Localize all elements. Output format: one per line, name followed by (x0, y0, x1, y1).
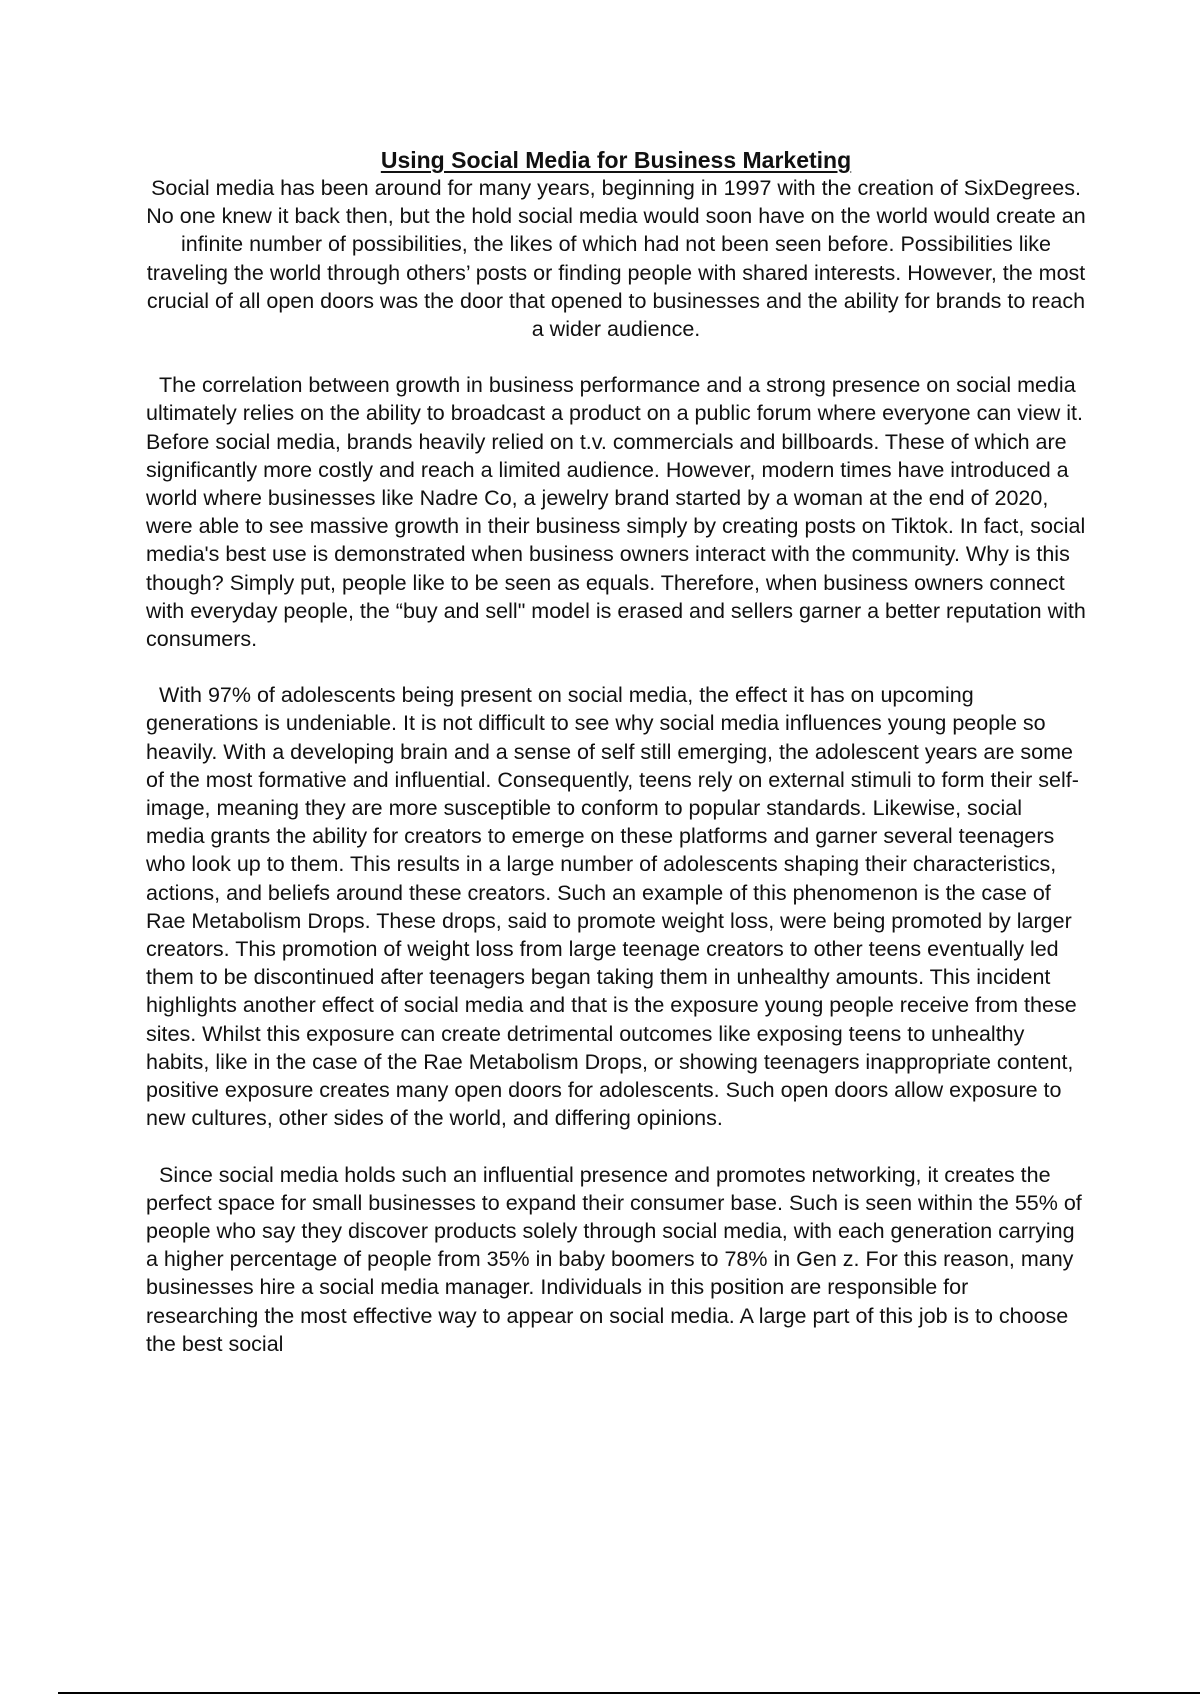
intro-paragraph: Social media has been around for many years, beginning in 1997 with the creation of SixDegrees. No one knew it back then, but the hold social media would soon have on the world would create an infinite number of possibilities, the likes of which had not been seen before. Possibilities like traveling the world through others’ posts or finding people with shared interests. However, the most crucial of all open doors was the door that opened to businesses and the ability for brands to reach a wider audience. (146, 176, 1086, 342)
paragraph-adolescents: With 97% of adolescents being present on social media, the effect it has on upcoming generations is undeniable. It is not difficult to see why social media influences young people so heavily. With a developing brain and a sense of self still emerging, the adolescent years are some of the most formative and influential. Consequently, teens rely on external stimuli to form their self-image, meaning they are more susceptible to conform to popular standards. Likewise, social media grants the ability for creators to emerge on these platforms and garner several teenagers who look up to them. This results in a large number of adolescents shaping their characteristics, actions, and beliefs around these creators. Such an example of this phenomenon is the case of Rae Metabolism Drops. These drops, said to promote weight loss, were being promoted by larger creators. This promotion of weight loss from large teenage creators to other teens eventually led them to be discontinued after teenagers began taking them in unhealthy amounts. This incident highlights another effect of social media and that is the exposure young people receive from these sites. Whilst this exposure can create detrimental outcomes like exposing teens to unhealthy habits, like in the case of the Rae Metabolism Drops, or showing teenagers inappropriate content, positive exposure creates many open doors for adolescents. Such open doors allow exposure to new cultures, other sides of the world, and differing opinions. (146, 683, 1079, 1131)
document-body (146, 146, 1086, 1358)
document-title: Using Social Media for Business Marketing (380, 147, 852, 173)
bottom-divider (58, 1692, 1200, 1694)
paragraph-small-businesses: Since social media holds such an influential presence and promotes networking, it creates the perfect space for small businesses to expand their consumer base. Such is seen within the 55% of people who say they discover products solely through social media, with each generation carrying a higher percentage of people from 35% in baby boomers to 78% in Gen z. For this reason, many businesses hire a social media manager. Individuals in this position are responsible for researching the most effective way to appear on social media. A large part of this job is to choose the best social (146, 1162, 1082, 1356)
paragraph-business-growth: The correlation between growth in business performance and a strong presence on social media ultimately relies on the ability to broadcast a product on a public forum where everyone can view it. Before social media, brands heavily relied on t.v. commercials and billboards. These of which are significantly more costly and reach a limited audience. However, modern times have introduced a world where businesses like Nadre Co, a jewelry brand started by a woman at the end of 2020, were able to see massive growth in their business simply by creating posts on Tiktok. In fact, social media's best use is demonstrated when business owners interact with the community. Why is this though? Simply put, people like to be seen as equals. Therefore, when business owners connect with everyday people, the “buy and sell" model is erased and sellers garner a better reputation with consumers. (146, 373, 1086, 652)
